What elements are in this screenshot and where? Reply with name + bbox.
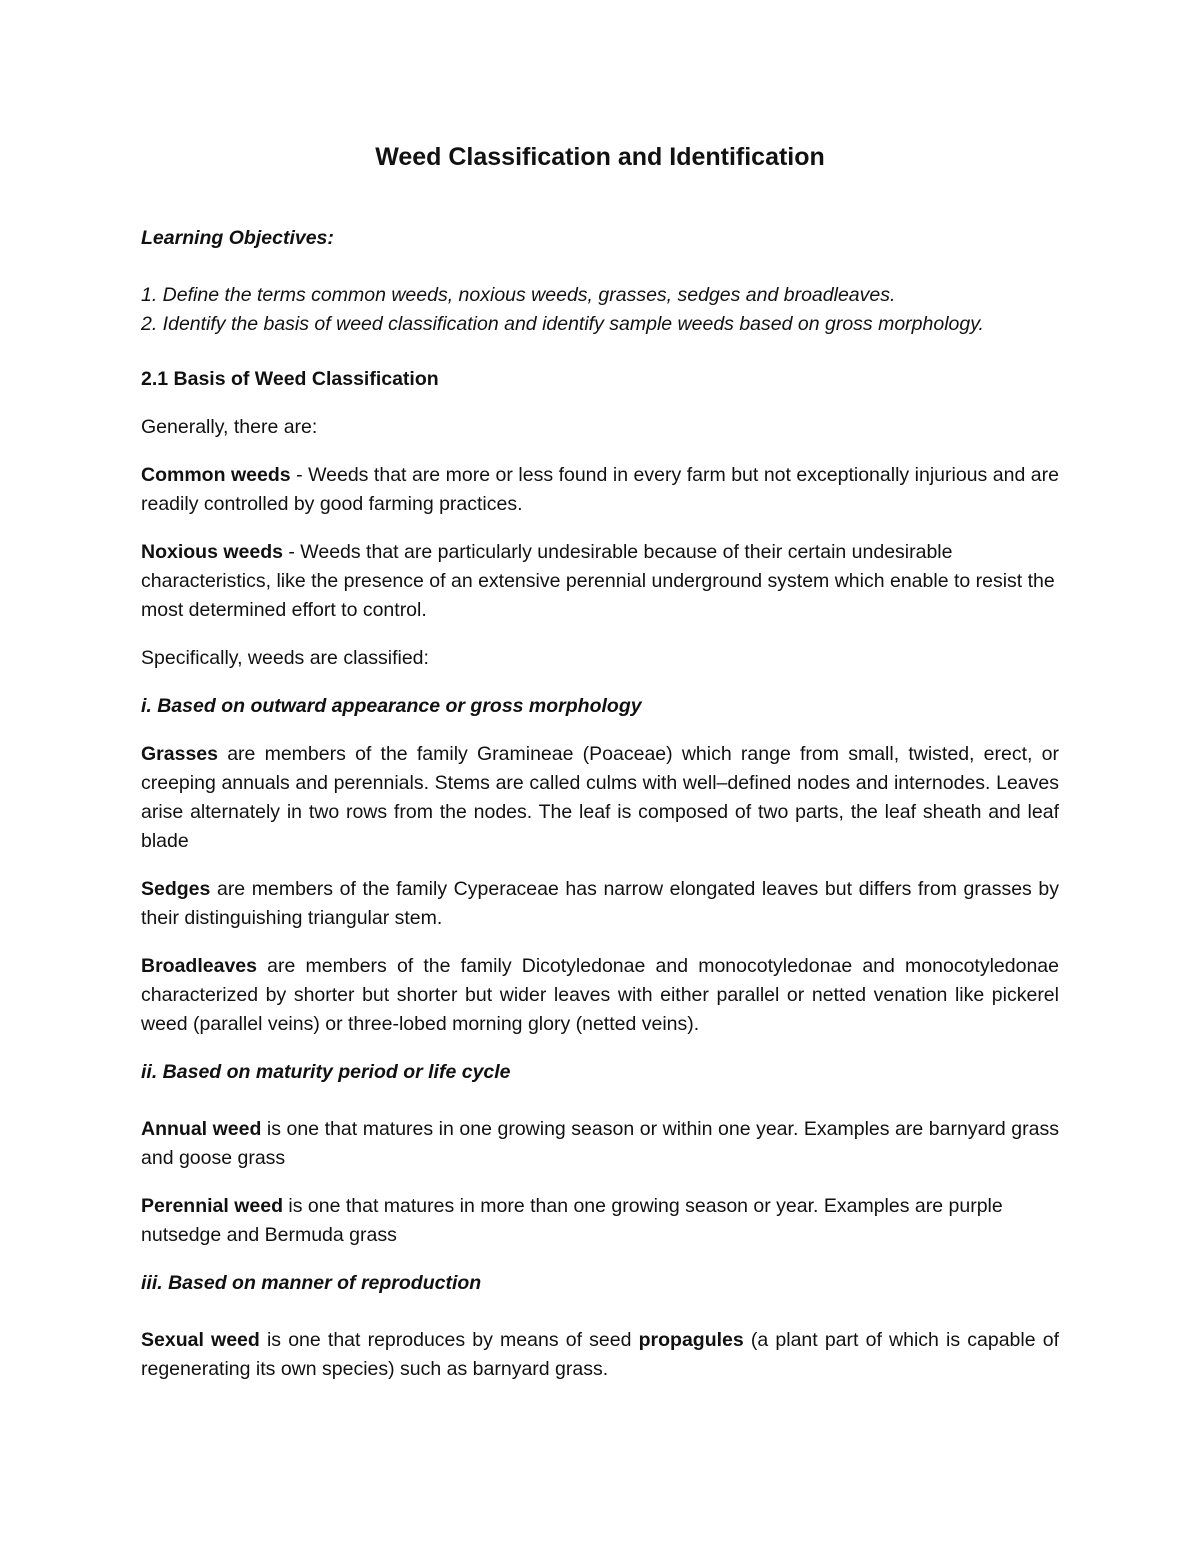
term-common-weeds: Common weeds xyxy=(141,464,291,486)
subheading-reproduction: iii. Based on manner of reproduction xyxy=(141,1272,482,1294)
definition-perennial-weed: is one that matures in more than one growing season or year. Examples are purple nutsedge and Bermuda grass xyxy=(141,1195,1003,1246)
subheading-life-cycle: ii. Based on maturity period or life cycle xyxy=(141,1061,511,1083)
paragraph-perennial-weed xyxy=(141,1192,1059,1250)
document-title: Weed Classification and Identification xyxy=(375,143,825,171)
definition-noxious-weeds: - Weeds that are particularly undesirable because of their certain undesirable characteristics, like the presence of an extensive perennial underground system which enable to resist the most determined effort to control. xyxy=(141,541,1055,621)
paragraph-annual-weed xyxy=(141,1115,1059,1173)
paragraph-sexual-weed xyxy=(141,1326,1059,1384)
definition-common-weeds: - Weeds that are more or less found in every farm but not exceptionally injurious and are readily controlled by good farming practices. xyxy=(141,464,1059,515)
paragraph-common-weeds xyxy=(141,461,1059,519)
paragraph-noxious-weeds xyxy=(141,538,1059,625)
intro-specifically: Specifically, weeds are classified: xyxy=(141,647,429,669)
term-broadleaves: Broadleaves xyxy=(141,955,257,977)
definition-broadleaves: are members of the family Dicotyledonae and monocotyledonae and monocotyledonae characterized by shorter but shorter but wider leaves with either parallel or netted venation like pickerel weed (parallel veins) or three-lobed morning glory (netted veins). xyxy=(141,955,1059,1035)
learning-objectives-heading: Learning Objectives: xyxy=(141,227,334,249)
paragraph-sedges xyxy=(141,875,1059,933)
term-sexual-weed: Sexual weed xyxy=(141,1329,260,1351)
term-sedges: Sedges xyxy=(141,878,211,900)
definition-annual-weed: is one that matures in one growing season or within one year. Examples are barnyard grass and goose grass xyxy=(141,1118,1059,1169)
term-grasses: Grasses xyxy=(141,743,218,765)
definition-sexual-weed-part1: is one that reproduces by means of seed xyxy=(259,1329,639,1351)
definition-sexual-weed-part2: (a plant part of which is capable of regenerating its own species) such as barnyard grass. xyxy=(141,1329,1060,1380)
objective-item: 2. Identify the basis of weed classification and identify sample weeds based on gross morphology. xyxy=(141,313,984,335)
term-propagules: propagules xyxy=(638,1329,744,1351)
subheading-morphology: i. Based on outward appearance or gross morphology xyxy=(141,695,642,717)
learning-objectives-list xyxy=(141,281,1059,339)
paragraph-grasses xyxy=(141,740,1059,856)
term-annual-weed: Annual weed xyxy=(141,1118,262,1140)
document-page xyxy=(141,140,1059,1403)
intro-generally: Generally, there are: xyxy=(141,416,318,438)
definition-grasses: are members of the family Gramineae (Poaceae) which range from small, twisted, erect, or creeping annuals and perennials. Stems are called culms with well–defined nodes and internodes. Leaves arise alternately in two rows from the nodes. The leaf is composed of two parts, the leaf sheath and leaf blade xyxy=(141,743,1059,852)
definition-sedges: are members of the family Cyperaceae has narrow elongated leaves but differs from grasses by their distinguishing triangular stem. xyxy=(141,878,1059,929)
section-heading-basis: 2.1 Basis of Weed Classification xyxy=(141,368,439,390)
term-perennial-weed: Perennial weed xyxy=(141,1195,283,1217)
paragraph-broadleaves xyxy=(141,952,1059,1039)
objective-item: 1. Define the terms common weeds, noxious weeds, grasses, sedges and broadleaves. xyxy=(141,284,896,306)
term-noxious-weeds: Noxious weeds xyxy=(141,541,283,563)
